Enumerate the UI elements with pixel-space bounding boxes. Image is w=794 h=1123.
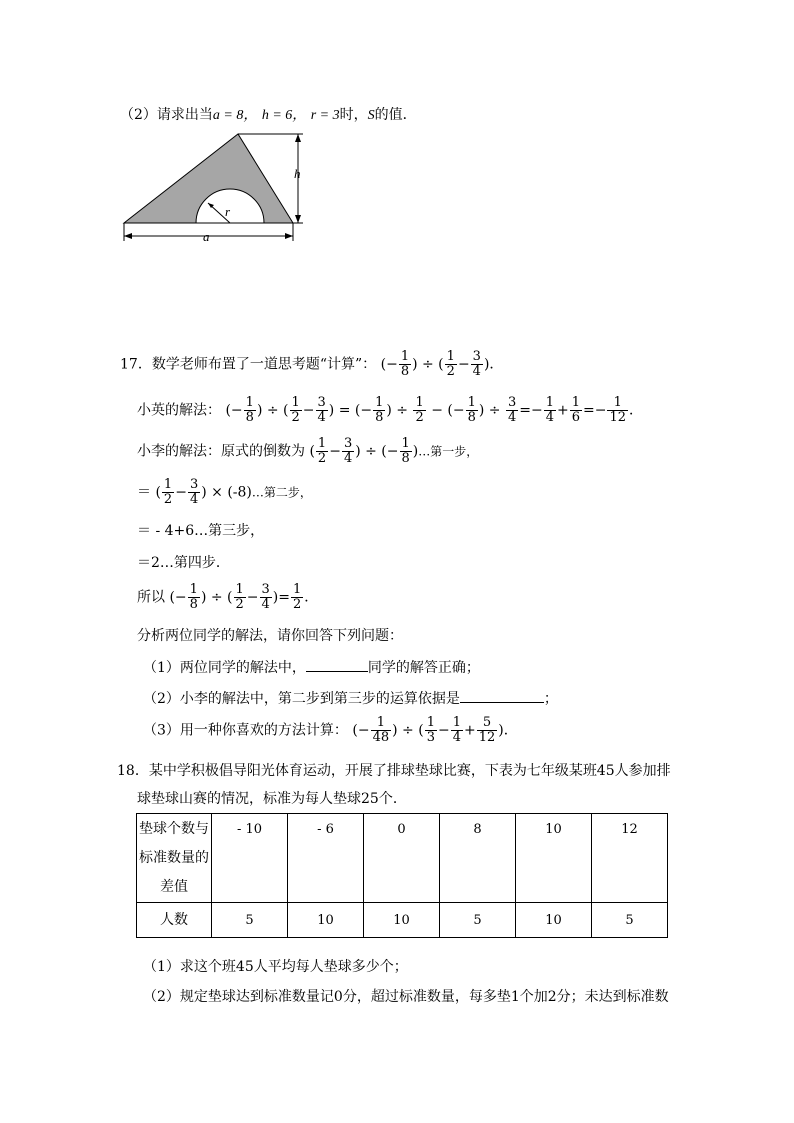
xiaoying-label: 小英的解法： (137, 402, 221, 419)
q17-xiaoying-solution: 小英的解法： (− $\frac{1}{8}$ ) ÷ ( $\frac{1}{2}$ − $\frac{3}{4}$ ) = (− $\frac{1}{8}$ ) ÷ $\frac{1}{2}$ − (− $\frac{1}{8}$ ) ÷ $\frac{3}{4}$ =− $\frac{1}{4}$ + $\frac{1}{6}$ =− $\frac{1}{12}$ ． (137, 395, 644, 425)
triangle-semicircle-figure (118, 128, 318, 246)
count-cell: 5 (212, 903, 288, 938)
q18-line1: 18．某中学积极倡导阳光体育运动，开展了排球垫球比赛，下表为七年级某班45人参加排 (117, 763, 671, 779)
q18-sub1: （1）求这个班45人平均每人垫球多少个； (143, 959, 408, 975)
a-arrow-right (285, 233, 293, 239)
q16-part2-lead: （2）请求出当 (120, 107, 213, 123)
q18-score-table (136, 813, 668, 938)
q17-xiaoli-step1: 小李的解法：原式的倒数为 ( $\frac{1}{2}$ − $\frac{3}{4}$ ) ÷ (− $\frac{1}{8}$ )…第一步， (137, 436, 479, 466)
diff-cell: 12 (592, 814, 668, 903)
so-label: 所以 (137, 589, 165, 606)
q16-tail2: 的值． (374, 107, 417, 123)
h-arrow-top (295, 134, 301, 142)
count-cell: 10 (288, 903, 364, 938)
diff-cell: 10 (516, 814, 592, 903)
diff-cell: 0 (364, 814, 440, 903)
q16-r-value: r = 3 (310, 108, 340, 123)
q17-sub2 (143, 688, 558, 708)
step2-times: × (-8) (211, 484, 252, 501)
q18-line2: 球垫球山赛的情况，标准为每人垫球25个． (137, 791, 407, 807)
diff-cell: - 6 (288, 814, 364, 903)
q17-number: 17． (120, 356, 152, 373)
q16-s-symbol: S (367, 108, 375, 123)
q17-analyze: 分析两位同学的解法，请你回答下列问题： (137, 628, 403, 644)
header-diff: 垫球个数与 标准数量的 差值 (137, 814, 212, 903)
table-row-count (137, 903, 668, 938)
diff-cell: 8 (440, 814, 516, 903)
diff-cell: - 10 (212, 814, 288, 903)
frac-3-4: $\frac{3}{4}$ (472, 349, 481, 379)
count-cell: 5 (440, 903, 516, 938)
q18-sub2: （2）规定垫球达到标准数量记0分，超过标准数量，每多垫1个加2分；未达到标准数 (143, 989, 669, 1005)
answer-blank-2[interactable] (460, 690, 544, 703)
label-r: r (225, 204, 231, 219)
sub2-lead: （2）小李的解法中，第二步到第三步的运算依据是 (143, 691, 460, 707)
sub1-tail: 同学的解答正确； (367, 660, 480, 676)
q17-xiaoli-step3: ＝ - 4+6…第三步， (137, 523, 265, 539)
sub3-lead: （3）用一种你喜欢的方法计算： (143, 722, 348, 739)
count-cell: 10 (364, 903, 440, 938)
frac-1-2: $\frac{1}{2}$ (446, 349, 455, 379)
xiaoli-label: 小李的解法：原式的倒数为 (137, 443, 305, 460)
a-arrow-left (124, 233, 132, 239)
frac-1-8: $\frac{1}{8}$ (400, 349, 410, 379)
q17-xiaoli-step2: ＝ ( $\frac{1}{2}$ − $\frac{3}{4}$ ) × (-8)…第二步， (137, 477, 312, 507)
count-cell: 10 (516, 903, 592, 938)
header-count: 人数 (137, 903, 212, 938)
count-cell: 5 (592, 903, 668, 938)
q17-sub3: （3）用一种你喜欢的方法计算： (− $\frac{1}{48}$ ) ÷ ( $\frac{1}{3}$ − $\frac{1}{4}$ + $\frac{5}{12}$ )． (143, 715, 518, 745)
q17-sub1 (143, 657, 480, 677)
q16-part2 (120, 104, 417, 124)
q17-prompt: 17．数学老师布置了一道思考题“计算”： (− $\frac{1}{8}$ ) ÷ ( $\frac{1}{2}$ − $\frac{3}{4}$ )． (120, 349, 504, 379)
sub2-tail: ； (543, 691, 558, 707)
step1-label: …第一步， (418, 444, 479, 459)
q17-intro: 数学老师布置了一道思考题“计算”： (151, 356, 377, 373)
q16-tail: 时， (339, 107, 368, 123)
answer-blank-1[interactable] (306, 659, 368, 672)
label-a: a (203, 229, 210, 244)
sub1-lead: （1）两位同学的解法中， (143, 660, 306, 676)
step2-label: …第二步， (251, 485, 312, 500)
table-row-diff (137, 814, 668, 903)
q17-xiaoli-step4: ＝2…第四步． (137, 555, 230, 571)
q16-h-value: h = 6， (261, 108, 307, 123)
q16-a-value: a = 8， (212, 108, 258, 123)
q17-conclusion: 所以 (− $\frac{1}{8}$ ) ÷ ( $\frac{1}{2}$ − $\frac{3}{4}$ )= $\frac{1}{2}$ ． (137, 582, 319, 612)
h-arrow-bottom (295, 215, 301, 223)
label-h: h (294, 166, 301, 181)
